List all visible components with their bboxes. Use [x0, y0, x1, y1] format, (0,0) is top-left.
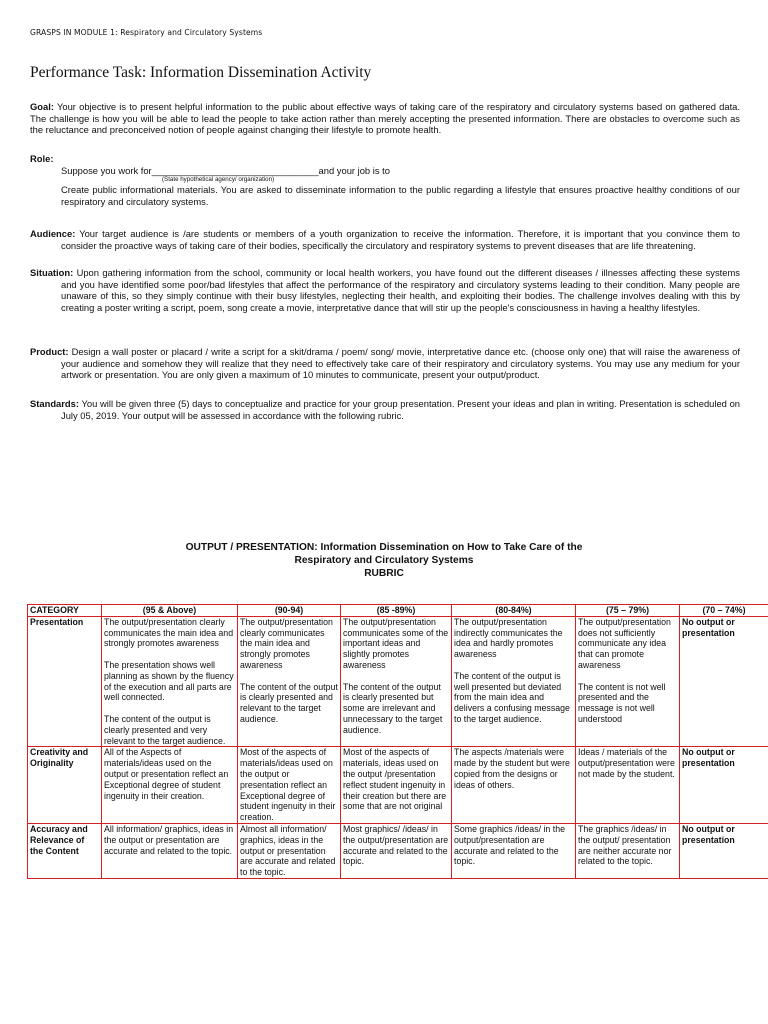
cell-paragraph: The content of the output is clearly presented and relevant to the target audience. — [240, 681, 338, 724]
rubric-row-accuracy — [28, 823, 768, 878]
rubric-cell — [576, 616, 680, 747]
cell-paragraph: The aspects /materials were made by the student but were copied from the designs or ideas of others. — [454, 747, 570, 790]
situation-section — [30, 267, 740, 314]
cell-paragraph: The content of the output is clearly presented and very relevant to the target audience. — [104, 713, 226, 746]
rubric-cell — [238, 823, 341, 878]
module-header: GRASPS IN MODULE 1: Respiratory and Circulatory Systems — [30, 28, 263, 37]
cell-paragraph: The output/presentation indirectly communicates the idea and hardly promotes awareness — [454, 616, 563, 660]
rubric-cell — [238, 747, 341, 824]
cell-paragraph: All information/ graphics, ideas in the output or presentation are accurate and related to the topic. — [104, 823, 234, 856]
header-category: CATEGORY — [28, 605, 102, 617]
category-cell: Creativity and Originality — [28, 747, 102, 824]
rubric-cell — [680, 616, 768, 747]
rubric-title-line3: RUBRIC — [364, 567, 404, 579]
rubric-title-line1: OUTPUT / PRESENTATION: Information Dissemination on How to Take Care of the — [185, 542, 583, 553]
rubric-cell — [341, 616, 452, 747]
cell-paragraph: The content is not well presented and the message is not well understood — [578, 681, 666, 724]
product-section — [30, 346, 740, 381]
rubric-cell — [680, 823, 768, 878]
rubric-cell — [576, 747, 680, 824]
goal-label: Goal: — [30, 101, 54, 112]
role-line-start: Suppose you work for — [61, 164, 152, 176]
header-70-74: (70 – 74%) — [680, 605, 768, 617]
rubric-row-presentation — [28, 616, 768, 747]
rubric-cell — [576, 823, 680, 878]
rubric-cell — [680, 747, 768, 824]
goal-section — [30, 101, 740, 136]
product-text: Design a wall poster or placard / write a script for a skit/drama / poem/ song/ movie, interpretative dance etc. (choose only one) that will raise the awareness of your audience and somehow they will realize that they need to effectively take care of their respiratory and circulatory systems. You may use any medium for your artwork or presentation. You are only given a maximum of 10 minutes to communicate, present your output/product. — [61, 346, 740, 381]
rubric-cell — [102, 747, 238, 824]
cell-paragraph: No output or presentation — [682, 823, 735, 845]
goal-text: Your objective is to present helpful information to the public about effective ways of taking care of the respiratory and circulatory systems based on gathered data. The challenge is how you will be able to lead the people to take action rather than merely accepting the presented information. There are obstacles to overcome such as the reluctance and preconceived notion of people against changing their lifestyle to promote health. — [30, 101, 741, 136]
header-85-89: (85 -89%) — [341, 605, 452, 617]
cell-paragraph: The output/presentation communicates some of the important ideas and slightly promotes awareness — [343, 616, 449, 670]
cell-paragraph: The content of the output is clearly presented but some are irrelevant and unnecessary to the target audience. — [343, 681, 443, 735]
rubric-cell — [238, 616, 341, 747]
rubric-cell — [452, 616, 576, 747]
cell-paragraph: Most of the aspects of materials/ideas used on the output or presentation reflect an Exceptional degree of student ingenuity in their creation. — [240, 747, 336, 823]
cell-paragraph: All of the Aspects of materials/ideas used on the output or presentation reflect an Exceptional degree of student ingenuity in their creation. — [104, 747, 229, 801]
rubric-header-row — [28, 605, 768, 617]
standards-text: You will be given three (5) days to conceptualize and practice for your group presentation. Present your ideas and plan in writing. Presentation is scheduled on July 05, 2019. Your output will be assessed in accordance with the following rubric. — [61, 398, 741, 421]
cell-paragraph: The output/presentation clearly communicates the main idea and strongly promotes awareness — [104, 616, 234, 649]
category-cell: Accuracy and Relevance of the Content — [28, 823, 102, 878]
role-hint: (State hypothetical agency/ organization) — [162, 176, 275, 184]
audience-text: Your target audience is /are students or members of a youth organization to receive the information. Therefore, it is important that you convince them to consider the proactive ways of taking care of their bodies, specifically the circulatory and respiratory systems to prevent diseases that are life threatening. — [61, 228, 740, 251]
header-80-84: (80-84%) — [452, 605, 576, 617]
rubric-cell — [102, 616, 238, 747]
cell-paragraph: The graphics /ideas/ in the output/ presentation are neither accurate nor related to the topic. — [578, 823, 672, 867]
audience-section — [30, 228, 740, 251]
rubric-title-line2: Respiratory and Circulatory Systems — [294, 554, 474, 566]
situation-label: Situation: — [30, 267, 74, 278]
rubric-cell — [452, 823, 576, 878]
rubric-table — [27, 604, 768, 879]
product-label: Product: — [30, 346, 69, 357]
role-section — [30, 153, 740, 208]
role-line — [30, 165, 740, 177]
cell-paragraph: Ideas / materials of the output/presentation were not made by the student. — [578, 747, 675, 779]
role-agency-blank: ________________________________ — [151, 164, 319, 176]
role-text: Create public informational materials. You are asked to disseminate information to the public regarding a lifestyle that ensures proactive healthy conditions of our respiratory and circulatory systems. — [61, 184, 740, 208]
rubric-cell — [452, 747, 576, 824]
rubric-cell — [102, 823, 238, 878]
rubric-cell — [341, 823, 452, 878]
cell-paragraph: Most of the aspects of materials, ideas used on the output /presentation reflect student ingenuity in their creation but there are some that are not original — [343, 747, 447, 812]
role-label: Role: — [30, 153, 54, 164]
cell-paragraph: No output or presentation — [682, 616, 735, 638]
header-90-94: (90-94) — [238, 605, 341, 617]
cell-paragraph: Some graphics /ideas/ in the output/presentation are accurate and related to the topic. — [454, 823, 566, 867]
role-line-end: and your job is to — [318, 164, 390, 176]
rubric-cell — [341, 747, 452, 824]
rubric-row-creativity — [28, 747, 768, 824]
page-title: Performance Task: Information Dissemination Activity — [30, 64, 372, 81]
audience-label: Audience: — [30, 228, 76, 239]
cell-paragraph: Most graphics/ /ideas/ in the output/presentation are accurate and related to the topic. — [343, 823, 449, 867]
cell-paragraph: No output or presentation — [682, 747, 735, 769]
category-cell: Presentation — [28, 616, 102, 747]
rubric-title — [0, 542, 768, 580]
header-75-79: (75 – 79%) — [576, 605, 680, 617]
standards-label: Standards: — [30, 398, 79, 409]
cell-paragraph: The output/presentation does not sufficiently communicate any idea that can promote awareness — [578, 616, 671, 670]
situation-text: Upon gathering information from the school, community or local health workers, you have found out the different diseases / illnesses affecting these systems and you have identified some poor/bad lifestyles that affect the performance of the respiratory and circulatory systems leading to their condition. Many people are unaware of this, so they simply continue with their busy lifestyles, neglecting their health, and exploiting their bodies. The challenge involves dealing with this by creating a poster writing a script, poem, song create a movie, interpretative dance that will stir up the people's consciousness in having a healthy lifestyles. — [61, 267, 740, 314]
cell-paragraph: The output/presentation clearly communicates the main idea and strongly promotes awareness — [240, 616, 333, 670]
cell-paragraph: Almost all information/ graphics, ideas in the output or presentation are accurate and related to the topic. — [240, 823, 336, 878]
cell-paragraph: The presentation shows well planning as shown by the fluency of the execution and all parts are well connected. — [104, 659, 234, 703]
standards-section — [30, 398, 740, 421]
cell-paragraph: The content of the output is well presented but deviated from the main idea and delivers a confusing message to the target audience. — [454, 670, 570, 724]
header-95-above: (95 & Above) — [102, 605, 238, 617]
